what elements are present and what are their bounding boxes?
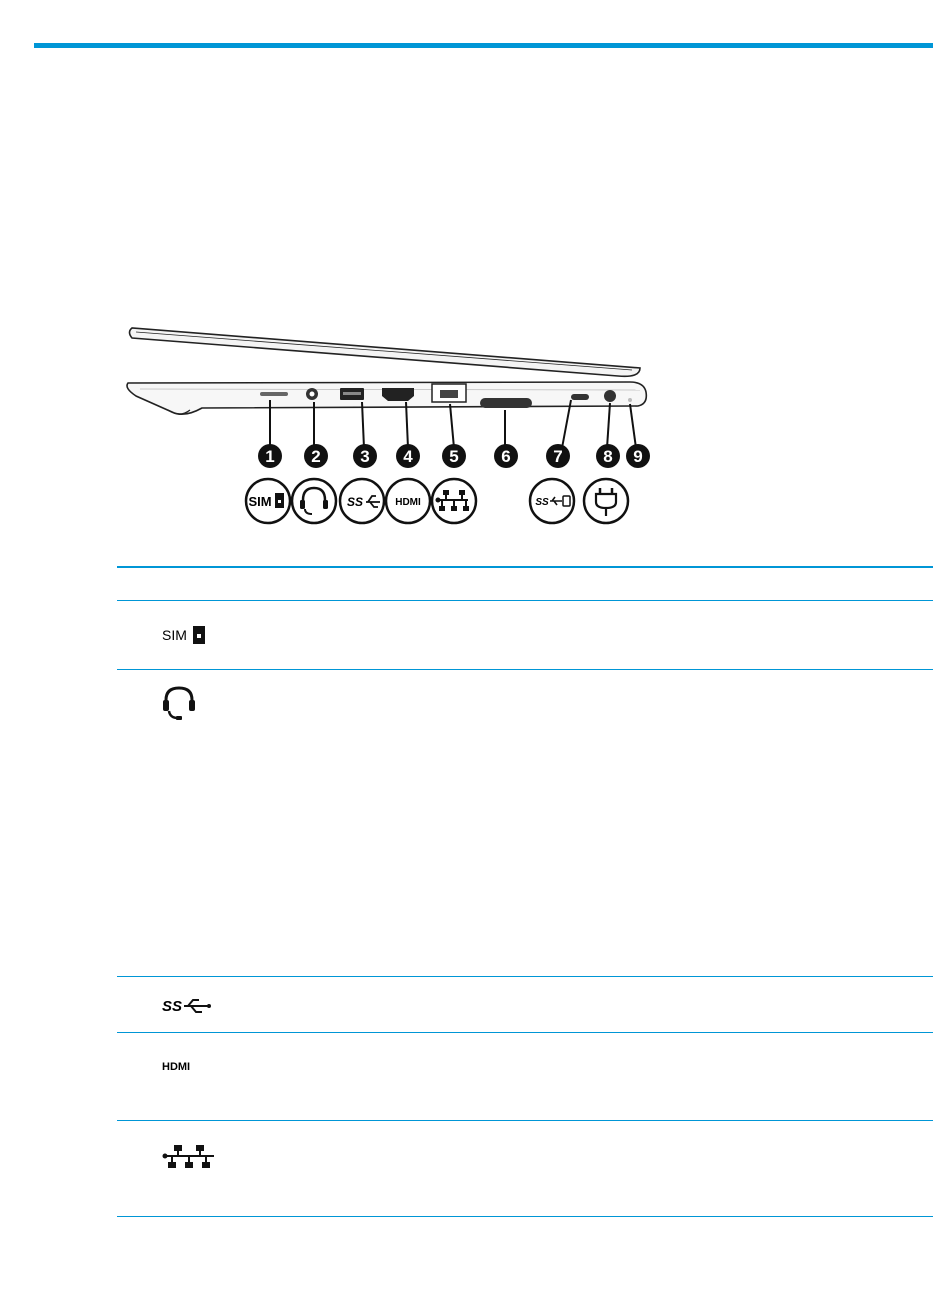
sim-slot	[260, 392, 288, 396]
rj45-network-icon	[162, 1142, 222, 1172]
callout-4	[396, 444, 420, 468]
hdmi-icon	[162, 1054, 222, 1078]
svg-text:HDMI: HDMI	[395, 497, 421, 508]
callout-8	[596, 444, 620, 468]
table-row	[162, 684, 222, 724]
svg-text:SIM: SIM	[248, 494, 272, 509]
rj45-network-icon	[432, 479, 476, 523]
callout-2	[304, 444, 328, 468]
table-row-rule	[117, 1120, 933, 1121]
callout-7	[546, 444, 570, 468]
svg-text:9: 9	[633, 447, 643, 466]
usb-c-port	[571, 394, 589, 400]
table-bottom-rule	[117, 1216, 933, 1217]
hdmi-port	[382, 388, 414, 401]
callout-6	[494, 444, 518, 468]
sim-icon	[246, 479, 290, 523]
svg-text:SIM: SIM	[162, 627, 187, 643]
callout-5	[442, 444, 466, 468]
table-row-rule	[117, 976, 933, 977]
hdmi-icon	[386, 479, 430, 523]
svg-text:SS: SS	[346, 495, 364, 509]
svg-text:7: 7	[553, 447, 563, 466]
svg-text:4: 4	[403, 447, 413, 466]
table-row	[162, 1054, 222, 1084]
svg-text:SS: SS	[162, 998, 183, 1015]
svg-text:2: 2	[311, 447, 321, 466]
callout-1	[258, 444, 282, 468]
svg-text:1: 1	[265, 447, 275, 466]
docking-connector	[480, 398, 532, 408]
callout-9	[626, 444, 650, 468]
laptop-left-side-figure	[110, 300, 670, 550]
svg-text:HDMI: HDMI	[162, 1061, 191, 1073]
table-row	[162, 993, 222, 1023]
callout-3	[353, 444, 377, 468]
svg-text:3: 3	[360, 447, 370, 466]
table-top-rule	[117, 566, 933, 568]
usb-superspeed-icon	[162, 993, 222, 1017]
headset-icon	[162, 684, 202, 724]
table-row	[162, 622, 222, 652]
header-rule	[34, 43, 933, 48]
svg-text:8: 8	[603, 447, 613, 466]
sim-icon	[162, 622, 222, 646]
svg-text:6: 6	[501, 447, 511, 466]
power-connector-icon	[584, 479, 628, 523]
table-row-rule	[117, 669, 933, 670]
table-row	[162, 1142, 222, 1172]
table-row-rule	[117, 1032, 933, 1033]
usb-superspeed-icon	[340, 479, 384, 523]
headset-icon	[292, 479, 336, 523]
svg-text:SS: SS	[535, 497, 549, 508]
usb-type-c-icon	[530, 479, 574, 523]
power-light	[628, 398, 632, 402]
table-header-rule	[117, 600, 933, 601]
power-connector	[604, 390, 616, 402]
laptop-lid	[130, 328, 641, 376]
svg-text:5: 5	[449, 447, 459, 466]
